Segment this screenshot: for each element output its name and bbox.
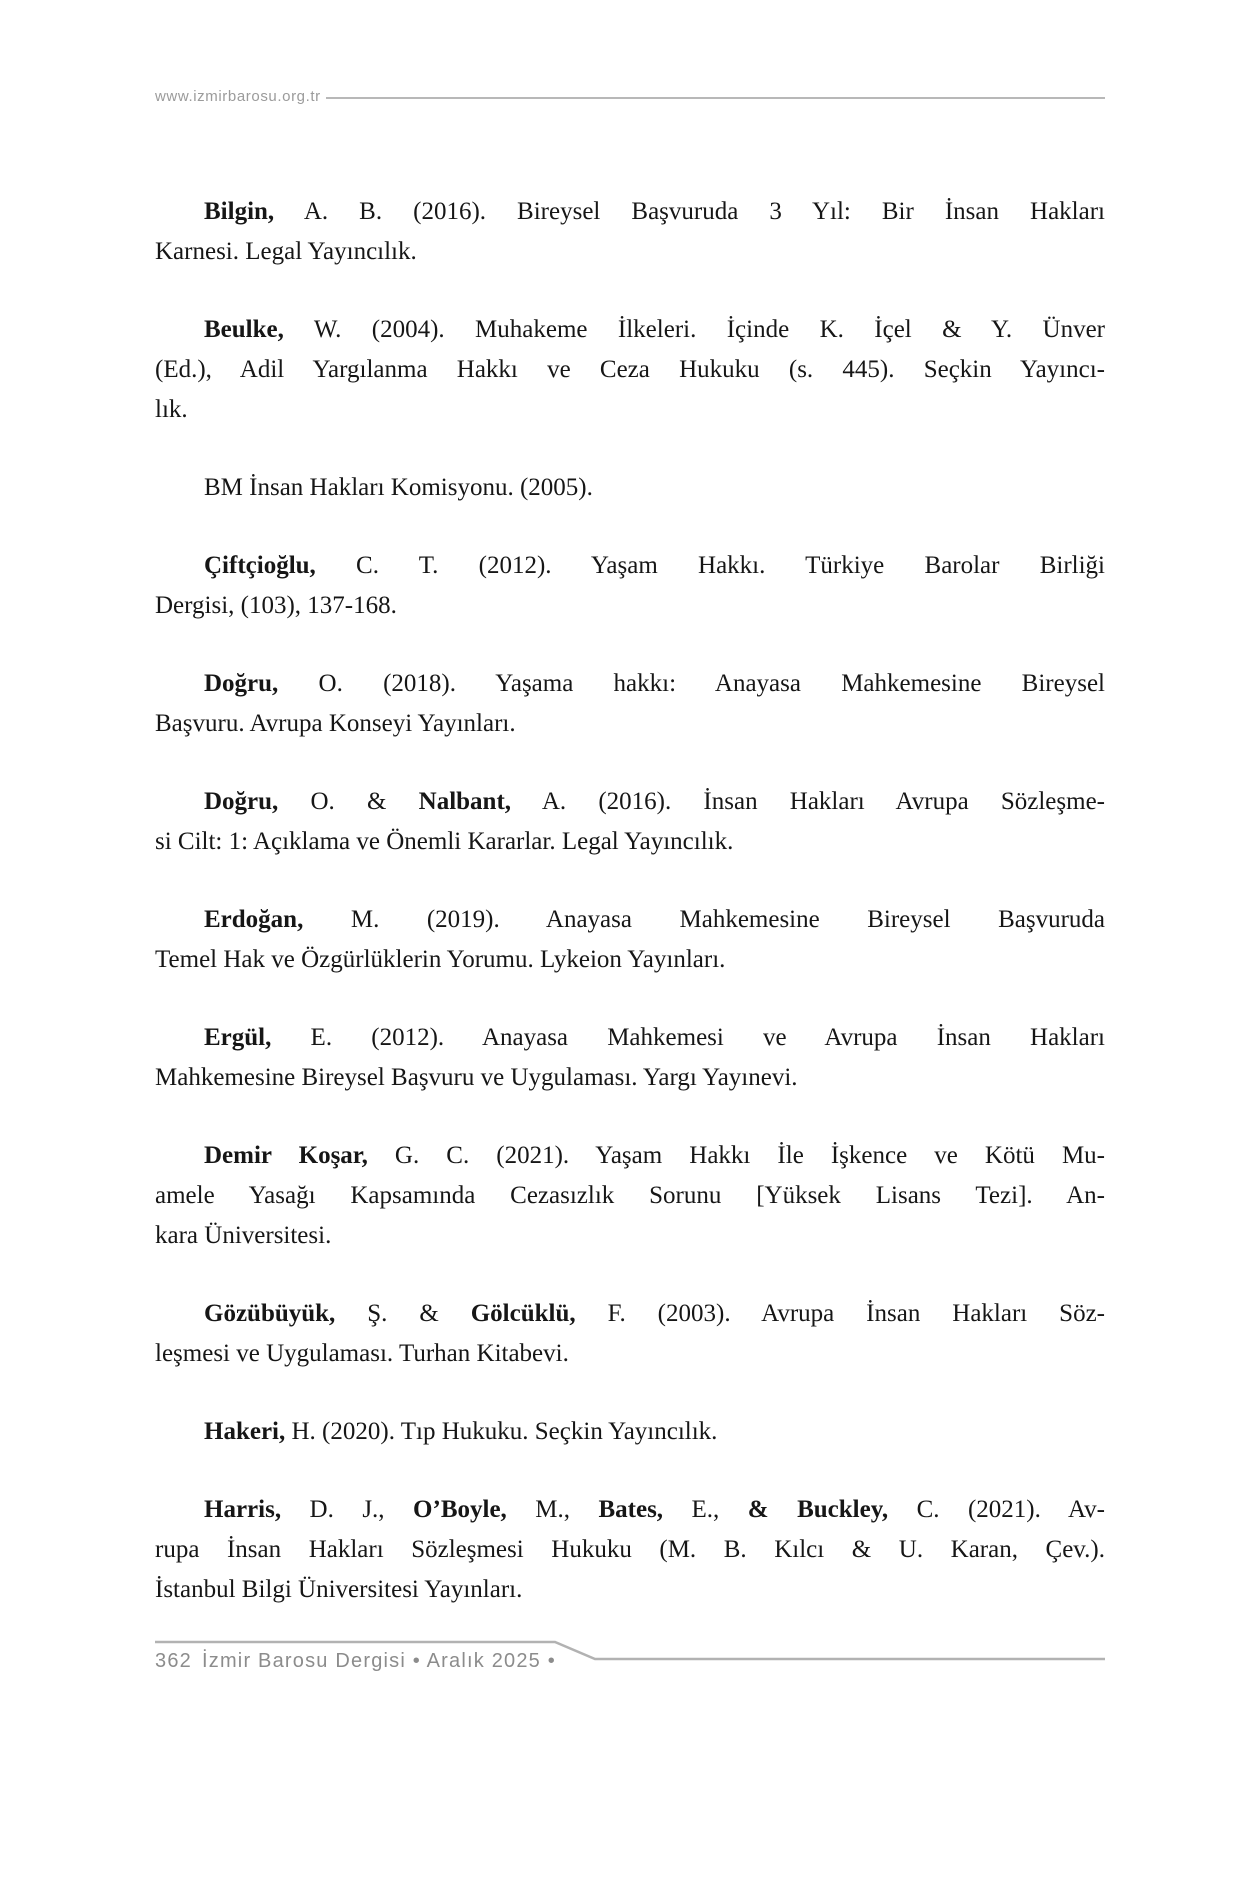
bibliography-line: Ergül, E. (2012). Anayasa Mahkemesi ve Avrupa İnsan Hakları (204, 1024, 1105, 1051)
bibliography-entry (155, 1412, 1105, 1452)
bibliography-line: Hakeri, H. (2020). Tıp Hukuku. Seçkin Yayıncılık. (204, 1418, 718, 1445)
bibliography-line: Temel Hak ve Özgürlüklerin Yorumu. Lykeion Yayınları. (155, 946, 726, 973)
bibliography-line: leşmesi ve Uygulaması. Turhan Kitabevi. (155, 1340, 569, 1367)
bibliography-line: İstanbul Bilgi Üniversitesi Yayınları. (155, 1576, 523, 1603)
bibliography-entry (155, 468, 1105, 508)
bibliography-entry (155, 782, 1105, 862)
bibliography-entry (155, 546, 1105, 626)
bibliography-line: Erdoğan, M. (2019). Anayasa Mahkemesine Bireysel Başvuruda (204, 906, 1105, 933)
bibliography-line: Karnesi. Legal Yayıncılık. (155, 238, 417, 265)
page-footer (155, 1640, 1105, 1673)
bibliography-line: Gözübüyük, Ş. & Gölcüklü, F. (2003). Avrupa İnsan Hakları Söz- (204, 1300, 1105, 1327)
bibliography-line: Mahkemesine Bireysel Başvuru ve Uygulaması. Yargı Yayınevi. (155, 1064, 798, 1091)
bibliography-line: (Ed.), Adil Yargılanma Hakkı ve Ceza Hukuku (s. 445). Seçkin Yayıncı- (155, 356, 1105, 383)
bibliography-line: Demir Koşar, G. C. (2021). Yaşam Hakkı İle İşkence ve Kötü Mu- (204, 1142, 1106, 1169)
bibliography-entry (155, 1136, 1105, 1256)
bibliography-line: amele Yasağı Kapsamında Cezasızlık Sorunu [Yüksek Lisans Tezi]. An- (155, 1182, 1105, 1209)
bibliography-entry (155, 192, 1105, 272)
bibliography-line: Bilgin, A. B. (2016). Bireysel Başvuruda 3 Yıl: Bir İnsan Hakları (204, 198, 1105, 225)
bibliography-entry (155, 310, 1105, 430)
bibliography-entry (155, 1490, 1105, 1610)
bibliography-line: Harris, D. J., O’Boyle, M., Bates, E., & Buckley, C. (2021). Av- (204, 1496, 1105, 1523)
bibliography-line: Başvuru. Avrupa Konseyi Yayınları. (155, 710, 516, 737)
bibliography-entry (155, 664, 1105, 744)
bibliography-line: Doğru, O. & Nalbant, A. (2016). İnsan Hakları Avrupa Sözleşme- (204, 788, 1105, 815)
bibliography-line: lık. (155, 396, 188, 423)
bibliography-line: si Cilt: 1: Açıklama ve Önemli Kararlar. Legal Yayıncılık. (155, 828, 734, 855)
bibliography (155, 192, 1105, 1610)
footer-text (155, 1650, 1105, 1673)
bibliography-entry (155, 1018, 1105, 1098)
journal-issue-label: İzmir Barosu Dergisi • Aralık 2025 • (201, 1650, 556, 1672)
bibliography-line: Çiftçioğlu, C. T. (2012). Yaşam Hakkı. Türkiye Barolar Birliği (204, 552, 1105, 579)
page-header (155, 88, 1105, 105)
page-number: 362 (155, 1650, 192, 1672)
bibliography-entry (155, 900, 1105, 980)
bibliography-line: Dergisi, (103), 137-168. (155, 592, 397, 619)
bibliography-line: rupa İnsan Hakları Sözleşmesi Hukuku (M. B. Kılcı & U. Karan, Çev.). (155, 1536, 1105, 1563)
bibliography-line: kara Üniversitesi. (155, 1222, 332, 1249)
bibliography-line: Beulke, W. (2004). Muhakeme İlkeleri. İçinde K. İçel & Y. Ünver (204, 316, 1105, 343)
header-site-url: www.izmirbarosu.org.tr (155, 88, 321, 105)
header-rule (326, 97, 1105, 99)
bibliography-line: BM İnsan Hakları Komisyonu. (2005). (204, 474, 593, 501)
bibliography-line: Doğru, O. (2018). Yaşama hakkı: Anayasa Mahkemesine Bireysel (204, 670, 1105, 697)
bibliography-entry (155, 1294, 1105, 1374)
